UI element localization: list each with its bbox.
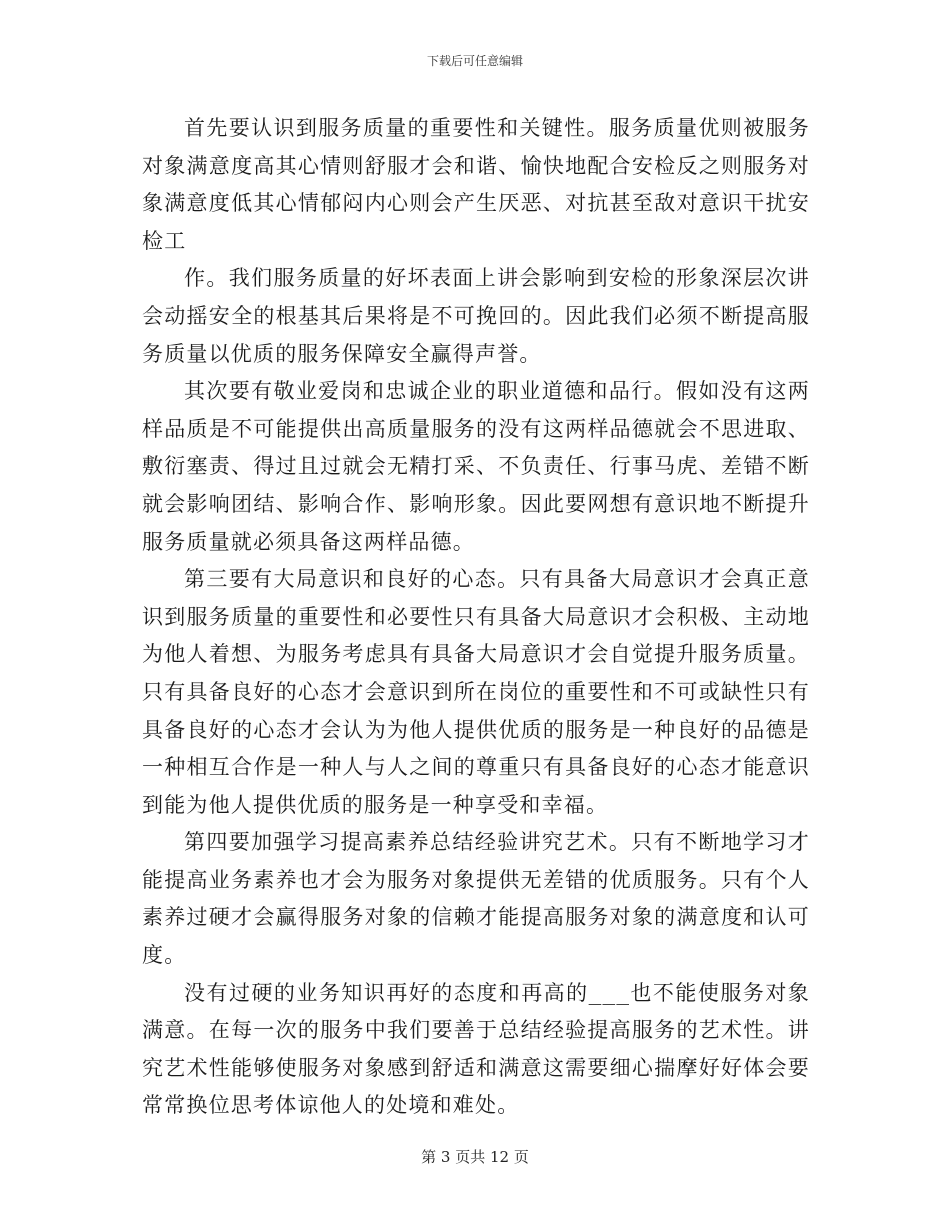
paragraph-2: 作。我们服务质量的好坏表面上讲会影响到安检的形象深层次讲会动摇安全的根基其后果将是不可挽回的。因此我们必须不断提高服务质量以优质的服务保障安全赢得声誉。 <box>142 266 810 366</box>
paragraph-5: 第四要加强学习提高素养总结经验讲究艺术。只有不断地学习才能提高业务素养也才会为服务对象提供无差错的优质服务。只有个人素养过硬才会赢得服务对象的信赖才能提高服务对象的满意度和认可度。 <box>142 830 810 968</box>
paragraph-1: 首先要认识到服务质量的重要性和关键性。服务质量优则被服务对象满意度高其心情则舒服才会和谐、愉快地配合安检反之则服务对象满意度低其心情郁闷内心则会产生厌恶、对抗甚至敌对意识干扰安检工 <box>142 116 810 253</box>
page-header: 下载后可任意编辑 <box>426 54 523 68</box>
paragraph-6: 没有过硬的业务知识再好的态度和再高的___也不能使服务对象满意。在每一次的服务中我们要善于总结经验提高服务的艺术性。讲究艺术性能够使服务对象感到舒适和满意这需要细心揣摩好好体会要常常换位思考体谅他人的处境和难处。 <box>142 980 810 1118</box>
paragraph-3: 其次要有敬业爱岗和忠诚企业的职业道德和品行。假如没有这两样品质是不可能提供出高质量服务的没有这两样品德就会不思进取、敷衍塞责、得过且过就会无精打采、不负责任、行事马虎、差错不断就会影响团结、影响合作、影响形象。因此要网想有意识地不断提升服务质量就必须具备这两样品德。 <box>142 379 810 554</box>
page-number-footer: 第 3 页共 12 页 <box>421 1148 529 1166</box>
document-body <box>142 110 810 1125</box>
paragraph-4: 第三要有大局意识和良好的心态。只有具备大局意识才会真正意识到服务质量的重要性和必要性只有具备大局意识才会积极、主动地为他人着想、为服务考虑具有具备大局意识才会自觉提升服务质量。只有具备良好的心态才会意识到所在岗位的重要性和不可或缺性只有具备良好的心态才会认为为他人提供优质的服务是一种良好的品德是一种相互合作是一种人与人之间的尊重只有具备良好的心态才能意识到能为他人提供优质的服务是一种享受和幸福。 <box>142 567 810 817</box>
